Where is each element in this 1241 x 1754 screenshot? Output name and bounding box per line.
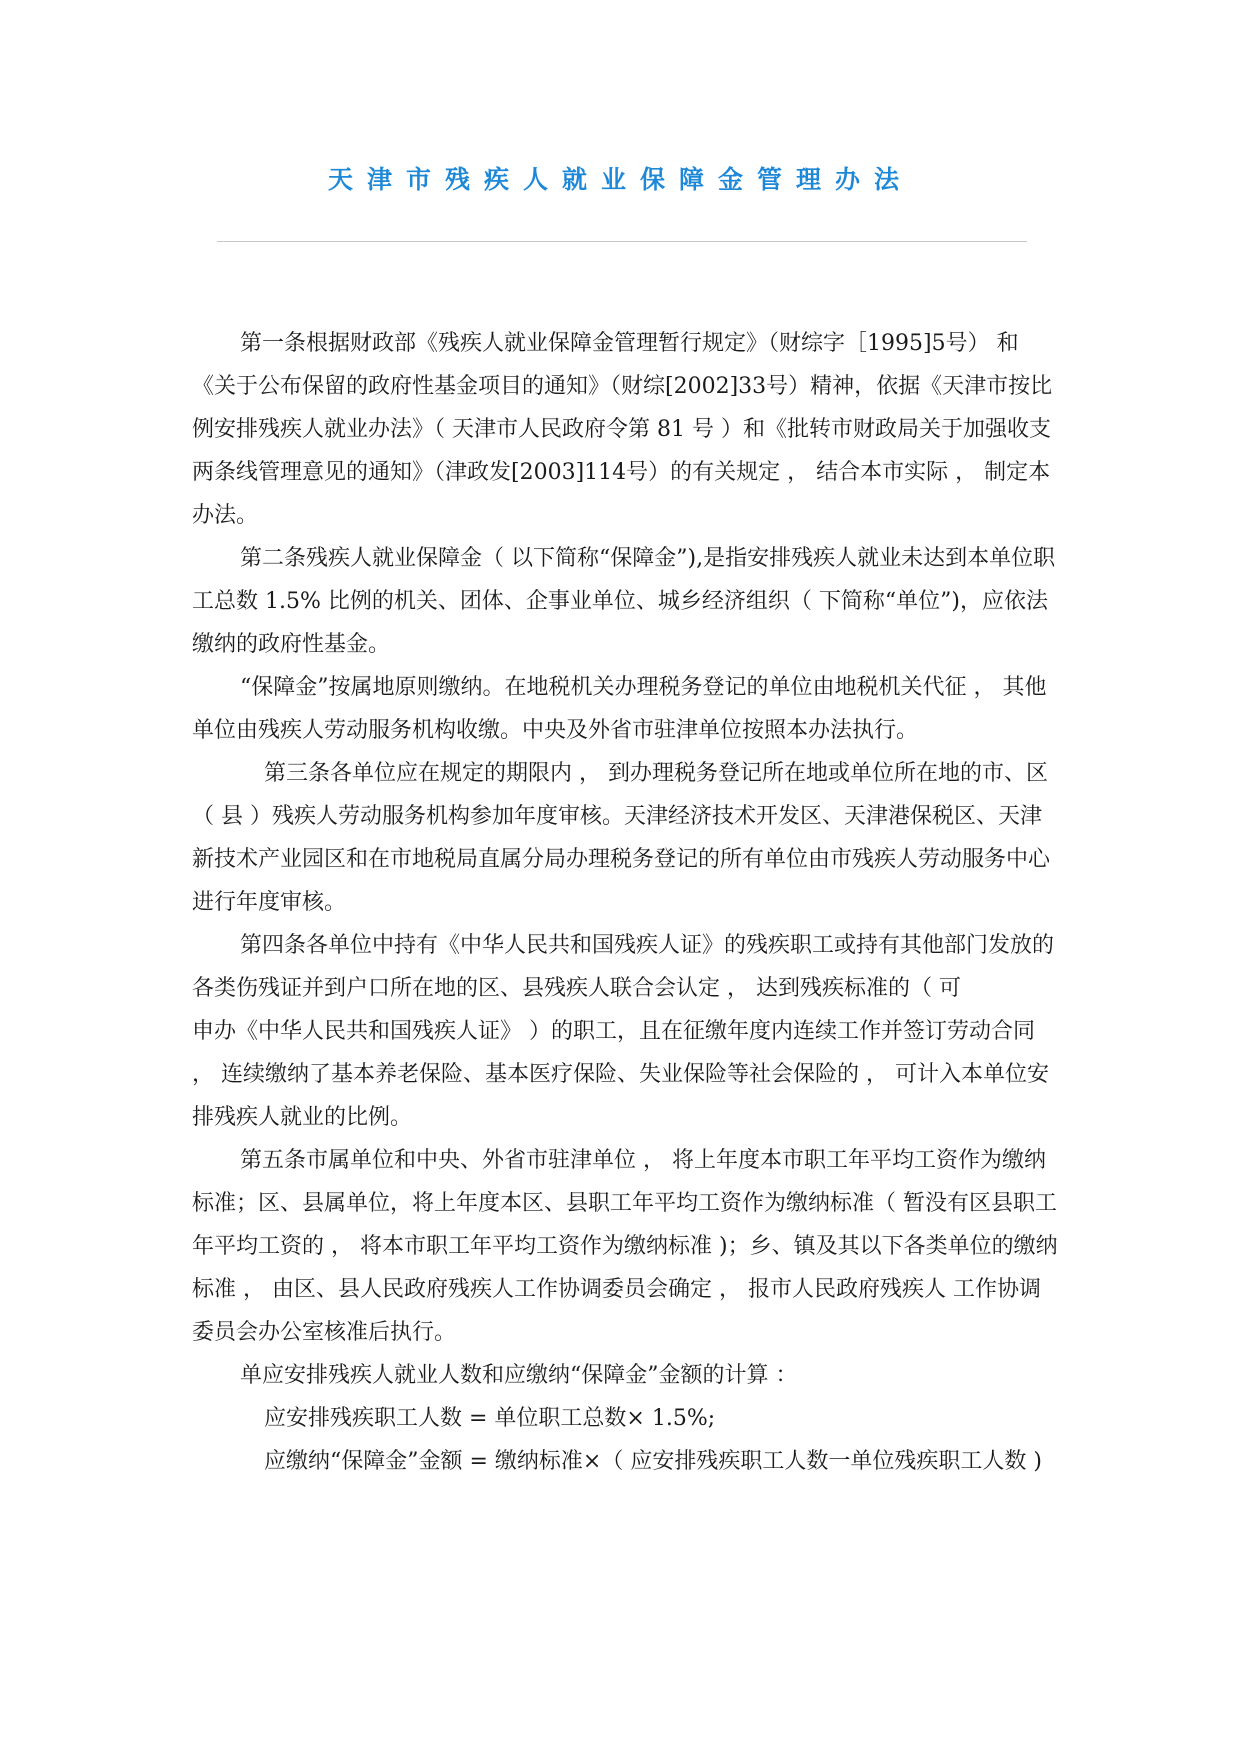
document-body	[192, 322, 1062, 1483]
calculation-intro: 单应安排残疾人就业人数和应缴纳“保障金”金额的计算 ：	[240, 1363, 798, 1388]
formula-staff-count: 应安排残疾职工人数 = 单位职工总数× 1.5%;	[264, 1406, 716, 1431]
formula-fee-amount: 应缴纳“保障金”金额 = 缴纳标准×（ 应安排残疾职工人数一单位残疾职工人数 )	[264, 1449, 1042, 1474]
collection-paragraph: “保障金”按属地原则缴纳。在地税机关办理税务登记的单位由地税机关代征 ， 其他单位由残疾人劳动服务机构收缴。中央及外省市驻津单位按照本办法执行。	[192, 675, 1047, 743]
article-5-paragraph: 第五条市属单位和中央、外省市驻津单位 ， 将上年度本市职工年平均工资作为缴纳标准；区、县属单位，将上年度本区、县职工年平均工资作为缴纳标准（ 暂没有区县职工年平均工资的 ， 将本市职工年平均工资作为缴纳标准 )；乡、镇及其以下各类单位的缴纳标准 ， 由区、县人民政府残疾人工作协调委员会确定 ， 报市人民政府残疾人 工作协调委员会办公室核准后执行。	[192, 1148, 1058, 1345]
article-4-paragraph: 第四条各单位中持有《中华人民共和国残疾人证》的残疾职工或持有其他部门发放的各类伤残证并到户口所在地的区、县残疾人联合会认定 ， 达到残疾标准的（ 可	[192, 933, 1055, 1001]
article-1-paragraph: 第一条根据财政部《残疾人就业保障金管理暂行规定》（财综字［1995]5号） 和《关于公布保留的政府性基金项目的通知》（财综[2002]33号）精神，依据《天津市按比例安排残疾人就业办法》（ 天津市人民政府令第 81 号 ）和《批转市财政局关于加强收支两条线管理意见的通知》（津政发[2003]114号）的有关规定 ， 结合本市实际 ， 制定本办法。	[192, 331, 1053, 528]
article-2-paragraph: 第二条残疾人就业保障金（ 以下简称“保障金”),是指安排残疾人就业未达到本单位职工总数 1.5% 比例的机关、团体、企事业单位、城乡经济组织（ 下简称“单位”)，应依法缴纳的政府性基金。	[192, 546, 1056, 657]
page-title: 天津市残疾人就业保障金管理办法	[327, 165, 913, 194]
article-3-paragraph: 第三条各单位应在规定的期限内 ， 到办理税务登记所在地或单位所在地的市、区（ 县 ）残疾人劳动服务机构参加年度审核。天津经济技术开发区、天津港保税区、天津新技术产业园区和在市地税局直属分局办理税务登记的所有单位由市残疾人劳动服务中心进行年度审核。	[192, 761, 1051, 915]
title-divider	[217, 241, 1027, 242]
article-4-continuation: 申办《中华人民共和国残疾人证》 ）的职工，且在征缴年度内连续工作并签订劳动合同 ， 连续缴纳了基本养老保险、基本医疗保险、失业保险等社会保险的 ， 可计入本单位安排残疾人就业的比例。	[192, 1019, 1049, 1130]
